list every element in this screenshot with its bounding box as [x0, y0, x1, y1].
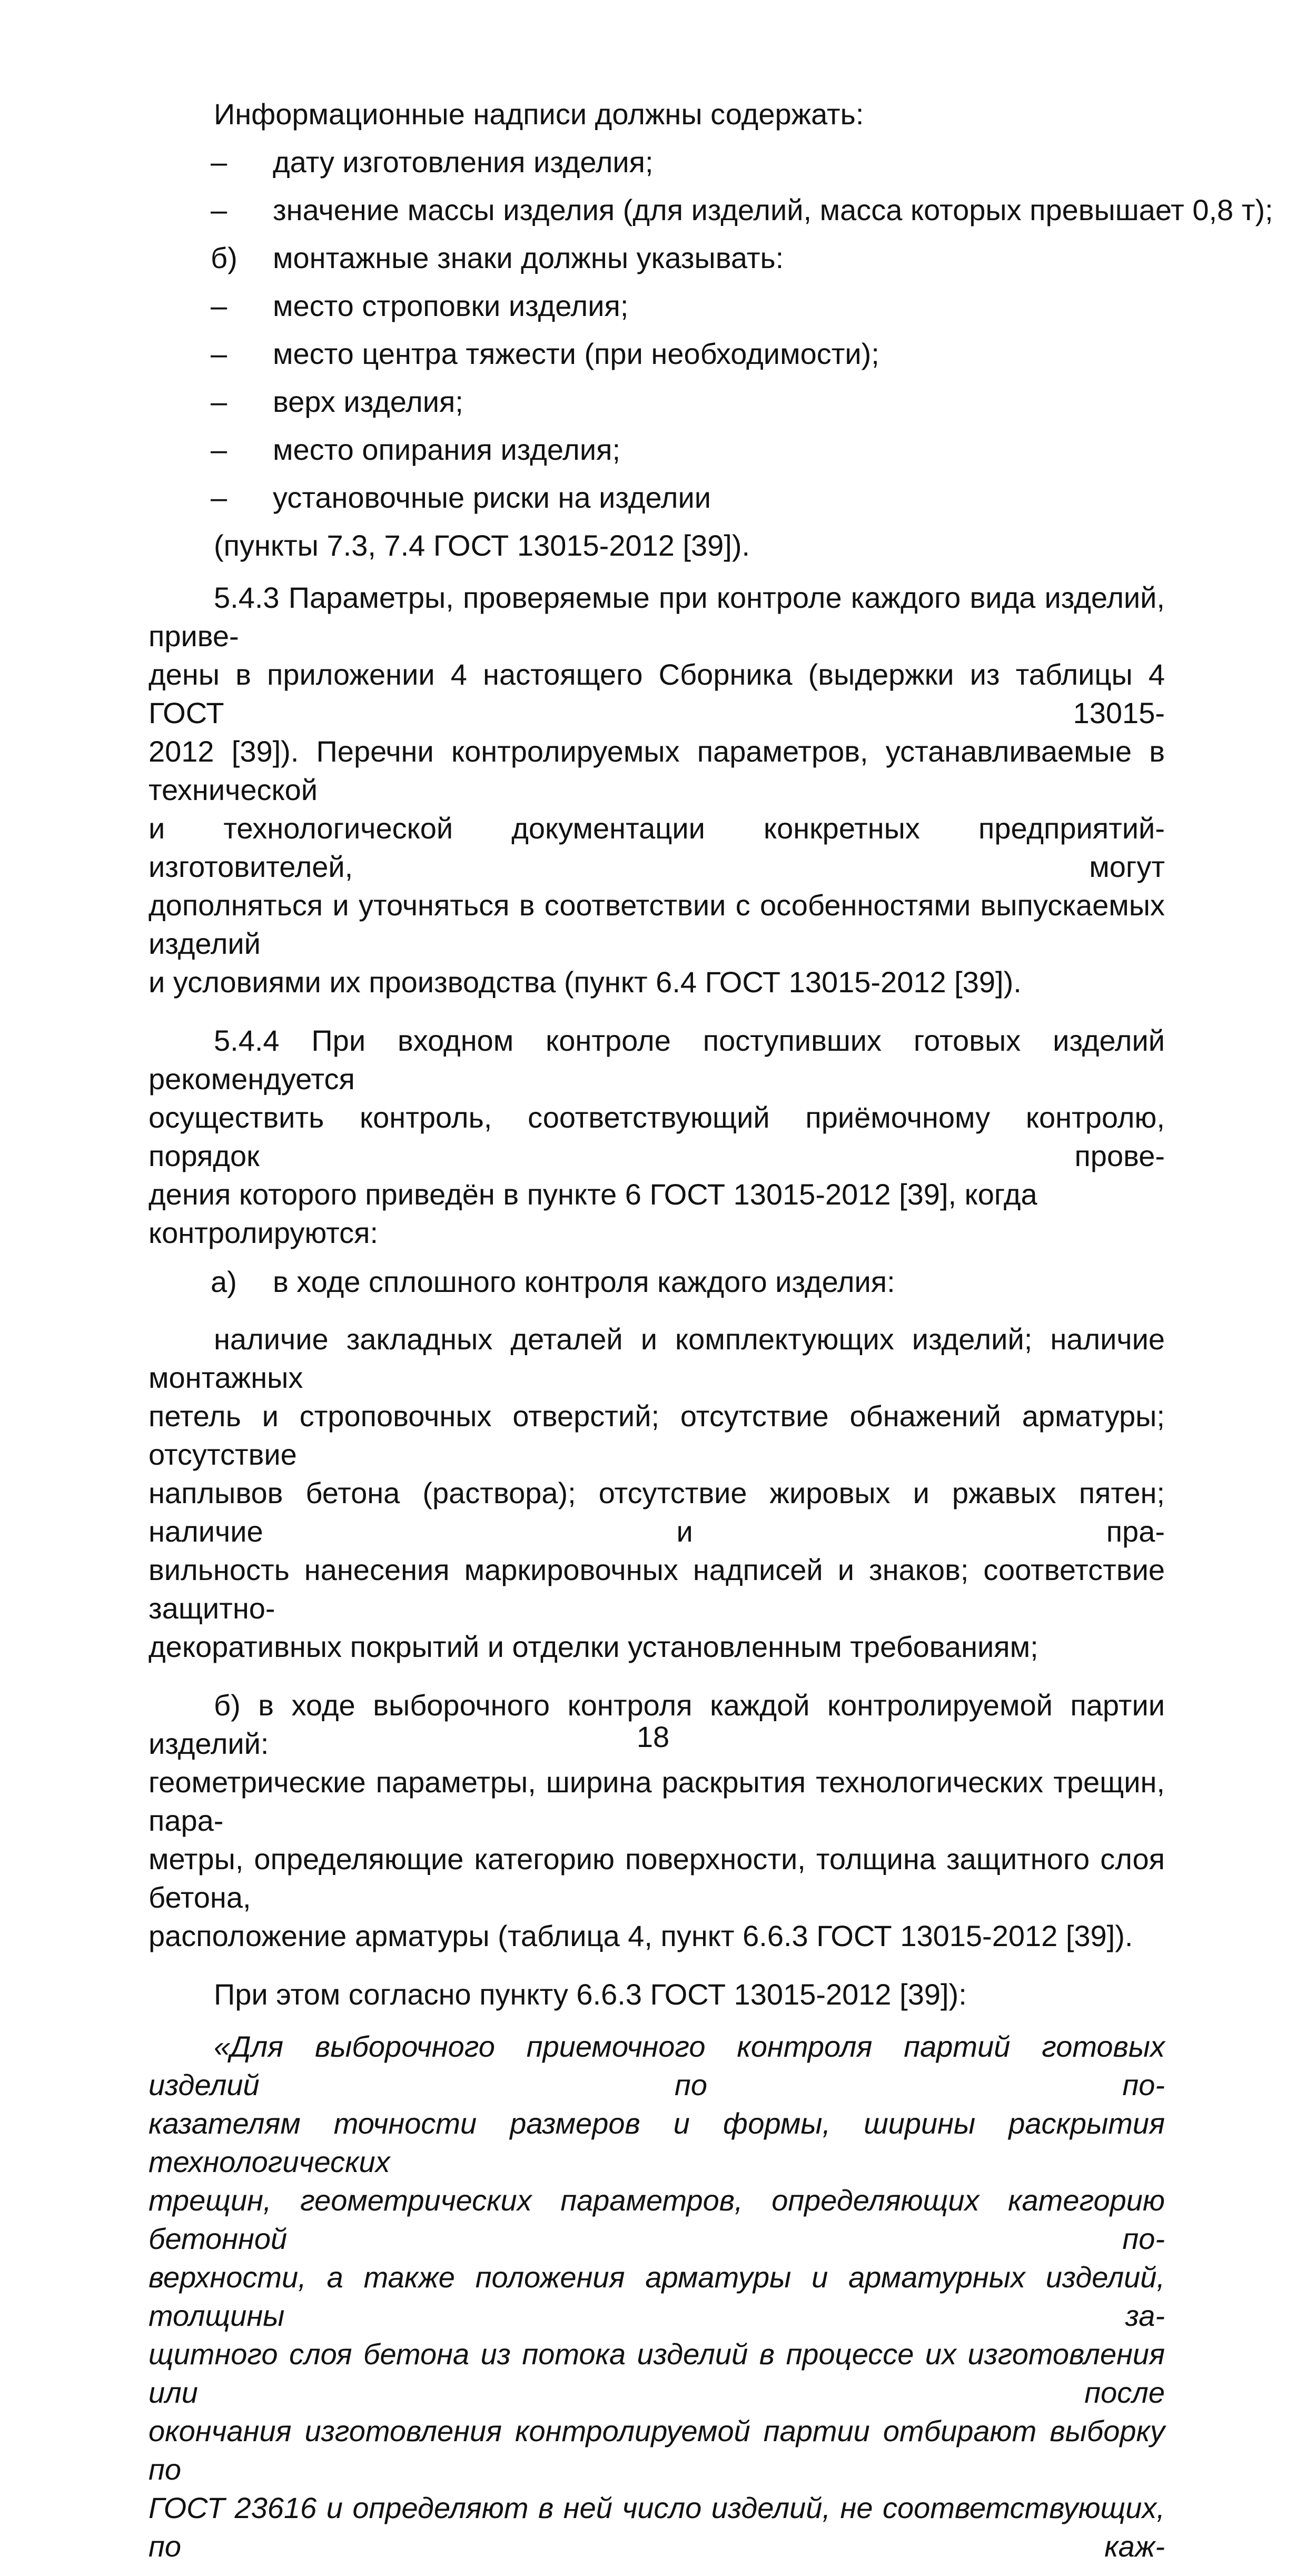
list-marker: а) [211, 1265, 237, 1298]
paragraph-line: дения которого приведён в пункте 6 ГОСТ 13015-2012 [39], когда контролируются: [149, 1178, 1037, 1249]
list-marker: – [211, 145, 227, 179]
list-item-b-montage [149, 239, 1165, 277]
list-item [149, 191, 1273, 229]
list-item-text: дату изготовления изделия; [273, 145, 654, 179]
list-marker: б) [211, 241, 238, 274]
list-marker: – [211, 193, 227, 226]
list-item-text: монтажные знаки должны указывать: [273, 241, 784, 274]
points-reference: (пункты 7.3, 7.4 ГОСТ 13015-2012 [39]). [214, 529, 750, 562]
list-item-text: установочные риски на изделии [273, 481, 711, 514]
list-marker: – [211, 289, 227, 322]
paragraph-line: б) в ходе выборочного контроля каждой контролируемой партии изделий: [149, 1689, 1165, 1760]
list-item [149, 143, 1165, 181]
quote-line: окончания изготовления контролируемой партии отбирают выборку по [149, 2414, 1165, 2486]
paragraph-5-4-4 [149, 1021, 1165, 1252]
list-item [149, 478, 1165, 517]
quote-line: ГОСТ 23616 и определяют в ней число изделий, не соответствующих, по каж- [149, 2491, 1165, 2563]
list-item-text: верх изделия; [273, 385, 463, 418]
list-marker: – [211, 481, 227, 514]
paragraph-line: дополняться и уточняться в соответствии с особенностями выпускаемых изделий [149, 889, 1165, 960]
list-marker: – [211, 385, 227, 418]
quote-line: верхности, а также положения арматуры и арматурных изделий, толщины за- [149, 2261, 1165, 2332]
paragraph-line: расположение арматуры (таблица 4, пункт 6.6.3 ГОСТ 13015-2012 [39]). [149, 1919, 1133, 1952]
document-page [149, 95, 1273, 2576]
list-item [149, 382, 1165, 421]
paragraph-5-4-3 [149, 578, 1165, 1001]
paragraph-line: декоративных покрытий и отделки установленным требованиям; [149, 1630, 1038, 1663]
paragraph-line: вильность нанесения маркировочных надписей и знаков; соответствие защитно- [149, 1553, 1165, 1625]
paragraph-line: наплывов бетона (раствора); отсутствие жировых и ржавых пятен; наличие и пра- [149, 1476, 1165, 1548]
list-item [149, 287, 1165, 325]
list-item-text: место опирания изделия; [273, 433, 621, 466]
list-item [149, 334, 1165, 373]
list-marker: – [211, 337, 227, 370]
quote-block [149, 2027, 1165, 2565]
list-item-text: значение массы изделия (для изделий, масса которых превышает 0,8 т); [273, 193, 1273, 226]
quote-line: «Для выборочного приемочного контроля партий готовых изделий по по- [149, 2030, 1165, 2101]
paragraph-line: метры, определяющие категорию поверхности, толщина защитного слоя бетона, [149, 1842, 1165, 1914]
paragraph-line: геометрические параметры, ширина раскрытия технологических трещин, пара- [149, 1765, 1165, 1837]
page-number: 18 [636, 1720, 670, 1753]
list-item [149, 430, 1165, 469]
paragraph-line: 5.4.3 Параметры, проверяемые при контроле каждого вида изделий, приве- [149, 581, 1165, 653]
list-item-a [149, 1262, 1165, 1301]
quote-intro: При этом согласно пункту 6.6.3 ГОСТ 13015-2012 [39]): [214, 1978, 967, 2011]
paragraph-line: дены в приложении 4 настоящего Сборника (выдержки из таблицы 4 ГОСТ 13015- [149, 658, 1165, 729]
quote-line: трещин, геометрических параметров, определяющих категорию бетонной по- [149, 2184, 1165, 2255]
paragraph-line: и технологической документации конкретных предприятий-изготовителей, могут [149, 812, 1165, 883]
quote-line: казателям точности размеров и формы, ширины раскрытия технологических [149, 2107, 1165, 2178]
paragraph-line: петель и строповочных отверстий; отсутствие обнажений арматуры; отсутствие [149, 1399, 1165, 1471]
paragraph-line: осуществить контроль, соответствующий приёмочному контролю, порядок прове- [149, 1101, 1165, 1172]
list-marker: – [211, 433, 227, 466]
paragraph-line: 2012 [39]). Перечни контролируемых параметров, устанавливаемые в технической [149, 735, 1165, 806]
list-item-text: в ходе сплошного контроля каждого изделия: [273, 1265, 895, 1298]
paragraph-line: и условиями их производства (пункт 6.4 ГОСТ 13015-2012 [39]). [149, 965, 1022, 999]
paragraph-continuous-control [149, 1320, 1165, 1666]
paragraph-line: 5.4.4 При входном контроле поступивших готовых изделий рекомендуется [149, 1024, 1165, 1095]
list-item-text: место строповки изделия; [273, 289, 629, 322]
list-item-text: место центра тяжести (при необходимости); [273, 337, 879, 370]
quote-line: щитного слоя бетона из потока изделий в процессе их изготовления или после [149, 2337, 1165, 2409]
intro-line: Информационные надписи должны содержать: [214, 97, 864, 131]
paragraph-line: наличие закладных деталей и комплектующих изделий; наличие монтажных [149, 1322, 1165, 1394]
